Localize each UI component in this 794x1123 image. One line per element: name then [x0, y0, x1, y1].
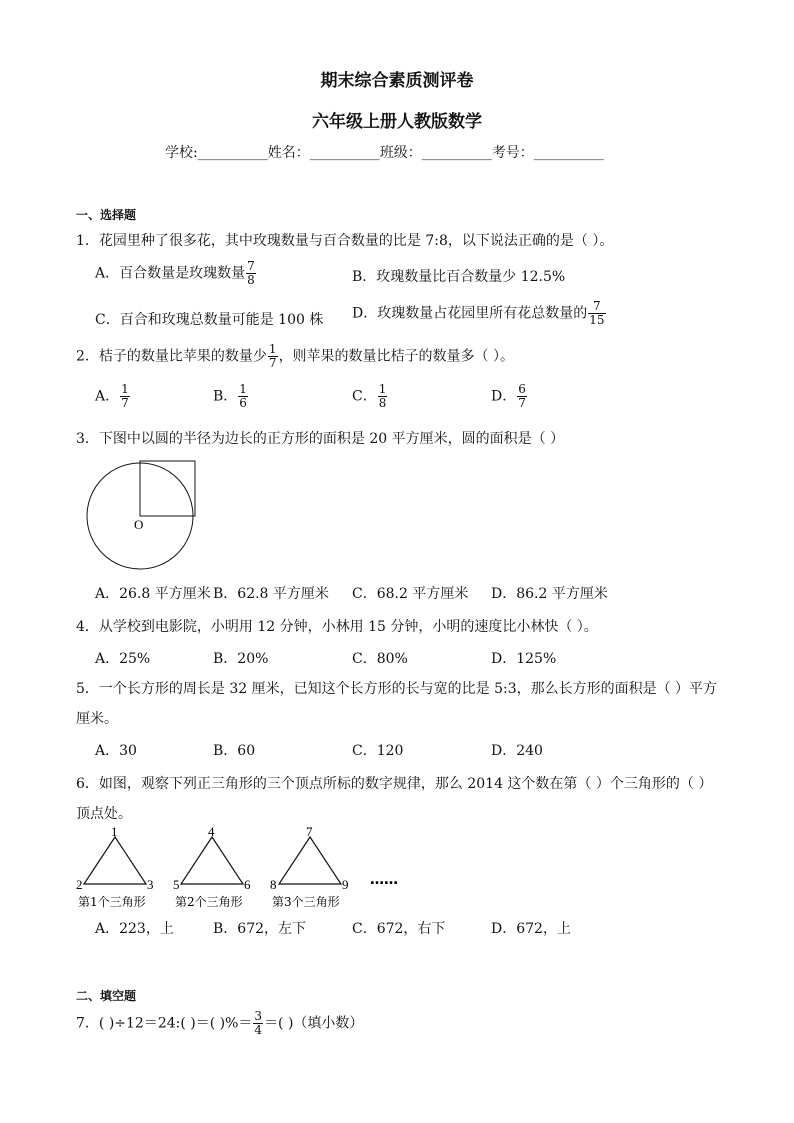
question-1-option-c: C．百合和玫瑰总数量可能是 100 株 — [95, 312, 324, 328]
question-1-option-a — [95, 260, 257, 287]
triangle-2-caption: 第2个三角形 — [175, 895, 243, 909]
fraction-numerator: 7 — [247, 259, 255, 273]
option-text: A．百合数量是玫瑰数量 — [95, 265, 246, 282]
fraction-denominator: 8 — [247, 273, 255, 287]
stem-text: ＝( )（填小数） — [264, 1015, 364, 1032]
fraction — [517, 383, 527, 410]
fraction-denominator: 4 — [254, 1023, 263, 1037]
triangle-3-caption: 第3个三角形 — [272, 895, 340, 909]
triangle-1-left-number: 2 — [76, 877, 83, 892]
stem-text: 2．桔子的数量比苹果的数量少 — [76, 348, 267, 365]
page-subtitle: 六年级上册人教版数学 — [312, 112, 482, 132]
question-6-stem-continued: 顶点处。 — [76, 806, 132, 822]
fraction-numerator: 1 — [378, 382, 387, 396]
triangle-1-caption: 第1个三角形 — [78, 895, 146, 909]
question-5-option-b: B．60 — [213, 743, 256, 759]
triangle-2 — [173, 824, 251, 909]
option-text: D．玫瑰数量占花园里所有花总数量的 — [352, 305, 588, 322]
question-2-stem — [76, 343, 514, 370]
fraction — [253, 1010, 263, 1037]
question-4-option-a: A．25% — [95, 651, 151, 667]
circle-square-figure — [84, 455, 204, 570]
question-6-option-c: C．672，右下 — [352, 921, 446, 937]
question-5-stem-continued: 厘米。 — [76, 711, 118, 727]
page-title: 期末综合素质测评卷 — [320, 71, 474, 91]
section-heading-fill-in: 二、填空题 — [76, 989, 137, 1003]
triangle-3-top-number: 7 — [306, 824, 313, 839]
question-4-option-b: B．20% — [213, 651, 269, 667]
question-1-option-b: B．玫瑰数量比百合数量少 12.5% — [352, 269, 566, 285]
question-6-stem: 6．如图，观察下列正三角形的三个顶点所标的数字规律，那么 2014 这个数在第（ ）个三角形的（ ） — [76, 776, 713, 792]
question-4-stem: 4．从学校到电影院，小明用 12 分钟，小林用 15 分钟，小明的速度比小林快（ ）。 — [76, 619, 598, 635]
fraction-numerator: 3 — [254, 1009, 263, 1023]
triangle-1-top-number: 1 — [111, 824, 118, 839]
triangle-1-right-number: 3 — [147, 877, 154, 892]
question-2-option-c — [352, 383, 388, 410]
question-4-option-d: D．125% — [491, 651, 557, 667]
question-6-option-d: D．672，上 — [491, 921, 571, 937]
fraction — [246, 260, 256, 287]
fraction-numerator: 1 — [239, 382, 247, 396]
fraction-denominator: 15 — [589, 313, 605, 327]
triangle-pattern-figure — [70, 822, 410, 914]
section-heading-choice: 一、选择题 — [76, 208, 137, 222]
triangle-3 — [270, 824, 349, 909]
question-5-option-d: D．240 — [491, 743, 543, 759]
question-3-option-a: A．26.8 平方厘米 — [95, 586, 211, 602]
question-5-option-c: C．120 — [352, 743, 404, 759]
question-7-stem — [76, 1010, 363, 1037]
fraction — [120, 383, 130, 410]
question-1-option-d — [352, 300, 607, 327]
fraction-numerator: 7 — [588, 300, 605, 314]
option-letter: B． — [213, 388, 238, 405]
option-letter: D． — [491, 388, 517, 405]
student-info-fields: 学校:__________姓名：__________班级：__________考号：__________ — [165, 145, 604, 161]
question-3-option-c: C．68.2 平方厘米 — [352, 586, 469, 602]
triangle-3-left-number: 8 — [270, 877, 277, 892]
triangle-2-right-number: 6 — [244, 877, 251, 892]
question-1-stem: 1．花园里种了很多花，其中玫瑰数量与百合数量的比是 7:8，以下说法正确的是（ ）。 — [76, 233, 614, 249]
fraction-denominator: 6 — [239, 396, 247, 410]
question-3-option-d: D．86.2 平方厘米 — [491, 586, 608, 602]
question-2-option-b — [213, 383, 249, 410]
fraction-numerator: 1 — [268, 342, 277, 356]
question-5-option-a: A．30 — [95, 743, 137, 759]
question-3-option-b: B．62.8 平方厘米 — [213, 586, 329, 602]
fraction — [268, 343, 278, 370]
fraction-denominator: 7 — [121, 396, 129, 410]
question-3-stem: 3．下图中以圆的半径为边长的正方形的面积是 20 平方厘米，圆的面积是（ ） — [76, 431, 565, 447]
question-6-option-b: B．672，左下 — [213, 921, 307, 937]
question-2-option-a — [95, 383, 131, 410]
fraction-denominator: 7 — [268, 356, 277, 370]
fraction — [378, 383, 388, 410]
fraction-denominator: 8 — [378, 396, 387, 410]
triangle-2-top-number: 4 — [208, 824, 215, 839]
fraction — [238, 383, 248, 410]
triangle-2-left-number: 5 — [173, 877, 180, 892]
question-2-option-d — [491, 383, 528, 410]
center-label-o: O — [134, 517, 144, 532]
question-4-option-c: C．80% — [352, 651, 408, 667]
fraction-numerator: 6 — [518, 382, 526, 396]
option-letter: C． — [352, 388, 377, 405]
question-6-option-a: A．223，上 — [95, 921, 174, 937]
fraction-numerator: 1 — [121, 382, 129, 396]
triangle-1 — [76, 824, 154, 909]
stem-text: 7．( )÷12＝24:( )＝( )%＝ — [76, 1015, 253, 1032]
option-letter: A． — [95, 388, 120, 405]
square-shape — [140, 461, 195, 516]
triangle-3-right-number: 9 — [342, 877, 349, 892]
ellipsis-continuation: …… — [370, 872, 398, 888]
fraction-denominator: 7 — [518, 396, 526, 410]
fraction — [588, 300, 605, 327]
stem-text: ，则苹果的数量比桔子的数量多（ ）。 — [278, 348, 515, 365]
question-5-stem: 5．一个长方形的周长是 32 厘米，已知这个长方形的长与宽的比是 5:3，那么长方形的面积是（ ）平方 — [76, 681, 718, 697]
